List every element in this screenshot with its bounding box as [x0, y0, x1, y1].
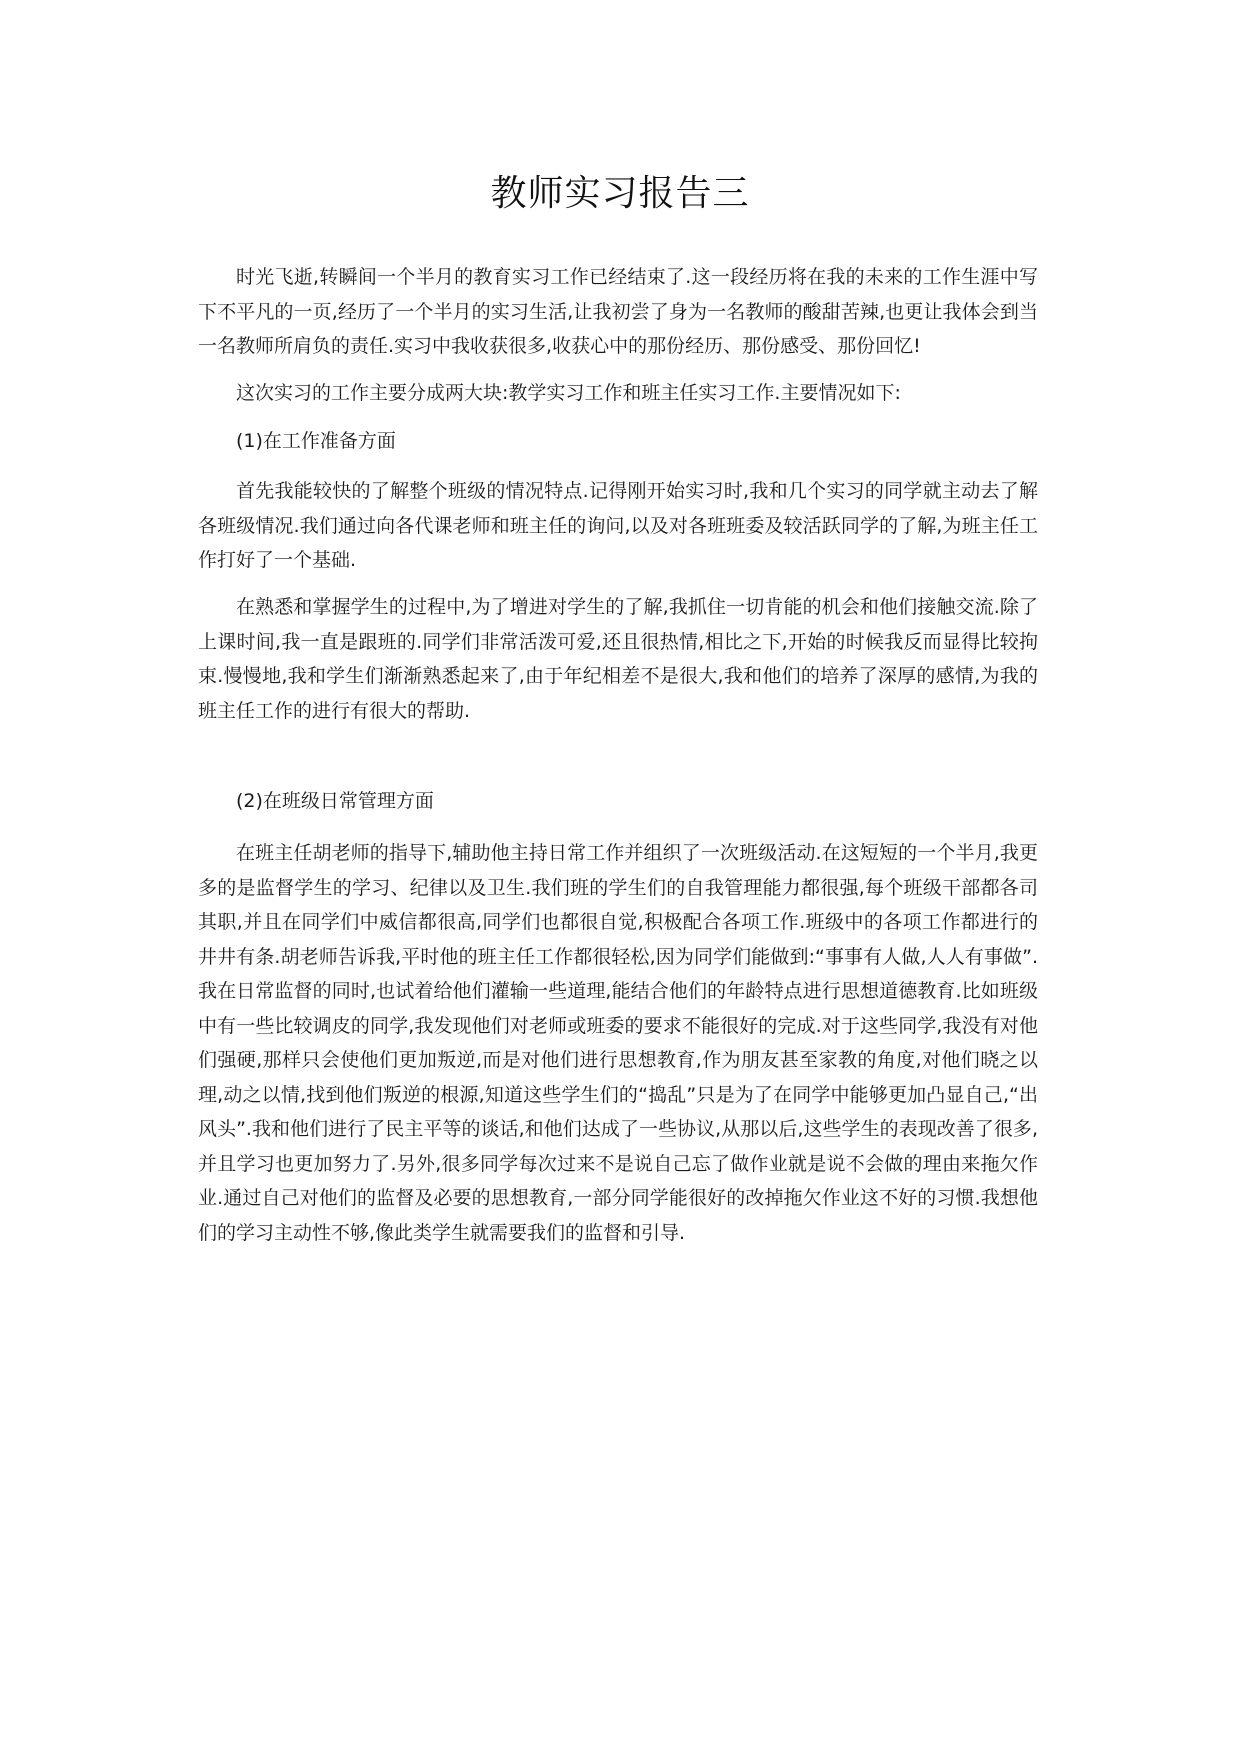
heading-daily-management: (2)在班级日常管理方面	[236, 790, 434, 812]
overview-paragraph: 这次实习的工作主要分成两大块:教学实习工作和班主任实习工作.主要情况如下:	[236, 382, 901, 404]
heading-work-preparation: (1)在工作准备方面	[236, 430, 396, 452]
document-title: 教师实习报告三	[490, 173, 750, 214]
section-prep-2	[198, 590, 1038, 728]
section-prep-1	[198, 474, 1038, 578]
management-paragraph: 在班主任胡老师的指导下,辅助他主持日常工作并组织了一次班级活动.在这短短的一个半月,我更多的是监督学生的学习、纪律以及卫生.我们班的学生们的自我管理能力都很强,每个班级干部都各司其职,并且在同学们中威信都很高,同学们也都很自觉,积极配合各项工作.班级中的各项工作都进行的井井有条.胡老师告诉我,平时他的班主任工作都很轻松,因为同学们能做到:“事事有人做,人人有事做”.我在日常监督的同时,也试着给他们灌输一些道理,能结合他们的年龄特点进行思想道德教育.比如班级中有一些比较调皮的同学,我发现他们对老师或班委的要求不能很好的完成.对于这些同学,我没有对他们强硬,那样只会使他们更加叛逆,而是对他们进行思想教育,作为朋友甚至家教的角度,对他们晓之以理,动之以情,找到他们叛逆的根源,知道这些学生们的“捣乱”只是为了在同学中能够更加凸显自己,“出风头”.我和他们进行了民主平等的谈话,和他们达成了一些协议,从那以后,这些学生的表现改善了很多,并且学习也更加努力了.另外,很多同学每次过来不是说自己忘了做作业就是说不会做的理由来拖欠作业.通过自己对他们的监督及必要的思想教育,一部分同学能很好的改掉拖欠作业这不好的习惯.我想他们的学习主动性不够,像此类学生就需要我们的监督和引导.	[198, 842, 1038, 1244]
section-management	[198, 836, 1038, 1250]
section-heading-1	[198, 424, 1038, 459]
section-intro	[198, 260, 1038, 364]
prep-paragraph-2: 在熟悉和掌握学生的过程中,为了增进对学生的了解,我抓住一切肯能的机会和他们接触交流.除了上课时间,我一直是跟班的.同学们非常活泼可爱,还且很热情,相比之下,开始的时候我反而显得比较拘束.慢慢地,我和学生们渐渐熟悉起来了,由于年纪相差不是很大,我和他们的培养了深厚的感情,为我的班主任工作的进行有很大的帮助.	[198, 596, 1038, 722]
intro-paragraph: 时光飞逝,转瞬间一个半月的教育实习工作已经结束了.这一段经历将在我的未来的工作生涯中写下不平凡的一页,经历了一个半月的实习生活,让我初尝了身为一名教师的酸甜苦辣,也更让我体会到当一名教师所肩负的责任.实习中我收获很多,收获心中的那份经历、那份感受、那份回忆!	[198, 266, 1038, 357]
section-overview	[198, 376, 1038, 411]
section-heading-2	[198, 784, 1038, 819]
prep-paragraph-1: 首先我能较快的了解整个班级的情况特点.记得刚开始实习时,我和几个实习的同学就主动去了解各班级情况.我们通过向各代课老师和班主任的询问,以及对各班班委及较活跃同学的了解,为班主任工作打好了一个基础.	[198, 480, 1038, 571]
